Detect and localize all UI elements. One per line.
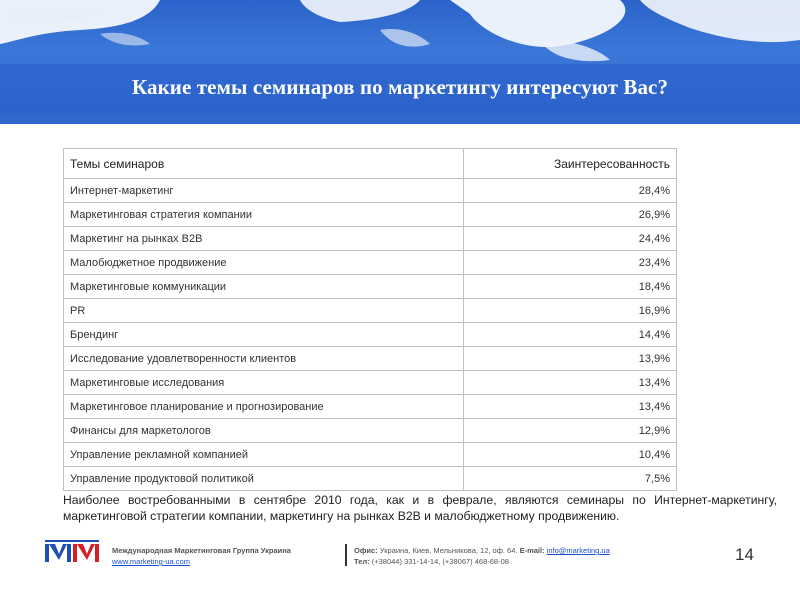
organization-info bbox=[112, 545, 291, 567]
seminar-topics-table bbox=[63, 148, 677, 491]
interest-cell: 14,4% bbox=[464, 323, 677, 347]
table-row bbox=[64, 371, 677, 395]
table-row bbox=[64, 419, 677, 443]
mmg-logo-icon bbox=[45, 538, 103, 566]
table-header-row bbox=[64, 149, 677, 179]
interest-cell: 13,4% bbox=[464, 371, 677, 395]
phone-numbers: (+38044) 331-14-14, (+38067) 468-68-08 bbox=[371, 557, 509, 566]
topic-cell: Исследование удовлетворенности клиентов bbox=[64, 347, 464, 371]
table-row bbox=[64, 179, 677, 203]
topic-cell: Маркетинговые исследования bbox=[64, 371, 464, 395]
office-label: Офис: bbox=[354, 546, 378, 555]
office-address: Украина, Киев, Мельникова, 12, оф. 64. bbox=[379, 546, 518, 555]
topic-cell: Маркетинговая стратегия компании bbox=[64, 203, 464, 227]
interest-cell: 7,5% bbox=[464, 467, 677, 491]
table-row bbox=[64, 251, 677, 275]
topic-cell: Маркетинговое планирование и прогнозирование bbox=[64, 395, 464, 419]
topic-cell: PR bbox=[64, 299, 464, 323]
office-line bbox=[354, 545, 610, 556]
interest-cell: 23,4% bbox=[464, 251, 677, 275]
table-row bbox=[64, 275, 677, 299]
phone-line bbox=[354, 556, 610, 567]
interest-cell: 10,4% bbox=[464, 443, 677, 467]
interest-cell: 16,9% bbox=[464, 299, 677, 323]
page-title: Какие темы семинаров по маркетингу интересуют Вас? bbox=[131, 75, 669, 99]
interest-cell: 24,4% bbox=[464, 227, 677, 251]
organization-name: Международная Маркетинговая Группа Украина bbox=[112, 546, 291, 555]
email-label: E-mail: bbox=[519, 546, 545, 555]
table-row bbox=[64, 203, 677, 227]
table-row bbox=[64, 395, 677, 419]
topic-cell: Маркетинг на рынках B2B bbox=[64, 227, 464, 251]
topic-cell: Интернет-маркетинг bbox=[64, 179, 464, 203]
topic-cell: Управление рекламной компанией bbox=[64, 443, 464, 467]
table-row bbox=[64, 227, 677, 251]
interest-cell: 13,4% bbox=[464, 395, 677, 419]
topic-cell: Малобюджетное продвижение bbox=[64, 251, 464, 275]
interest-cell: 28,4% bbox=[464, 179, 677, 203]
interest-cell: 26,9% bbox=[464, 203, 677, 227]
column-header-interest: Заинтересованность bbox=[464, 149, 677, 179]
organization-website-link[interactable]: www.marketing-ua.com bbox=[112, 557, 190, 566]
interest-cell: 18,4% bbox=[464, 275, 677, 299]
table-row bbox=[64, 443, 677, 467]
topic-cell: Управление продуктовой политикой bbox=[64, 467, 464, 491]
phone-label: Тел: bbox=[354, 557, 370, 566]
footer-divider bbox=[345, 544, 347, 566]
topic-cell: Брендинг bbox=[64, 323, 464, 347]
summary-text: Наиболее востребованными в сентябре 2010 года, как и в феврале, являются семинары по Интернет-маркетингу, маркетинговой стратегии компании, маркетингу на рынках B2B и малобюджетному продвижению. bbox=[63, 493, 777, 523]
topic-cell: Финансы для маркетологов bbox=[64, 419, 464, 443]
topic-cell: Маркетинговые коммуникации bbox=[64, 275, 464, 299]
table-row bbox=[64, 467, 677, 491]
table-row bbox=[64, 299, 677, 323]
page-number: 14 bbox=[735, 545, 754, 564]
column-header-topic: Темы семинаров bbox=[64, 149, 464, 179]
table-row bbox=[64, 323, 677, 347]
contact-info bbox=[354, 545, 610, 567]
table-row bbox=[64, 347, 677, 371]
email-link[interactable]: info@marketing.ua bbox=[546, 546, 610, 555]
interest-cell: 13,9% bbox=[464, 347, 677, 371]
header-banner bbox=[0, 0, 800, 124]
interest-cell: 12,9% bbox=[464, 419, 677, 443]
